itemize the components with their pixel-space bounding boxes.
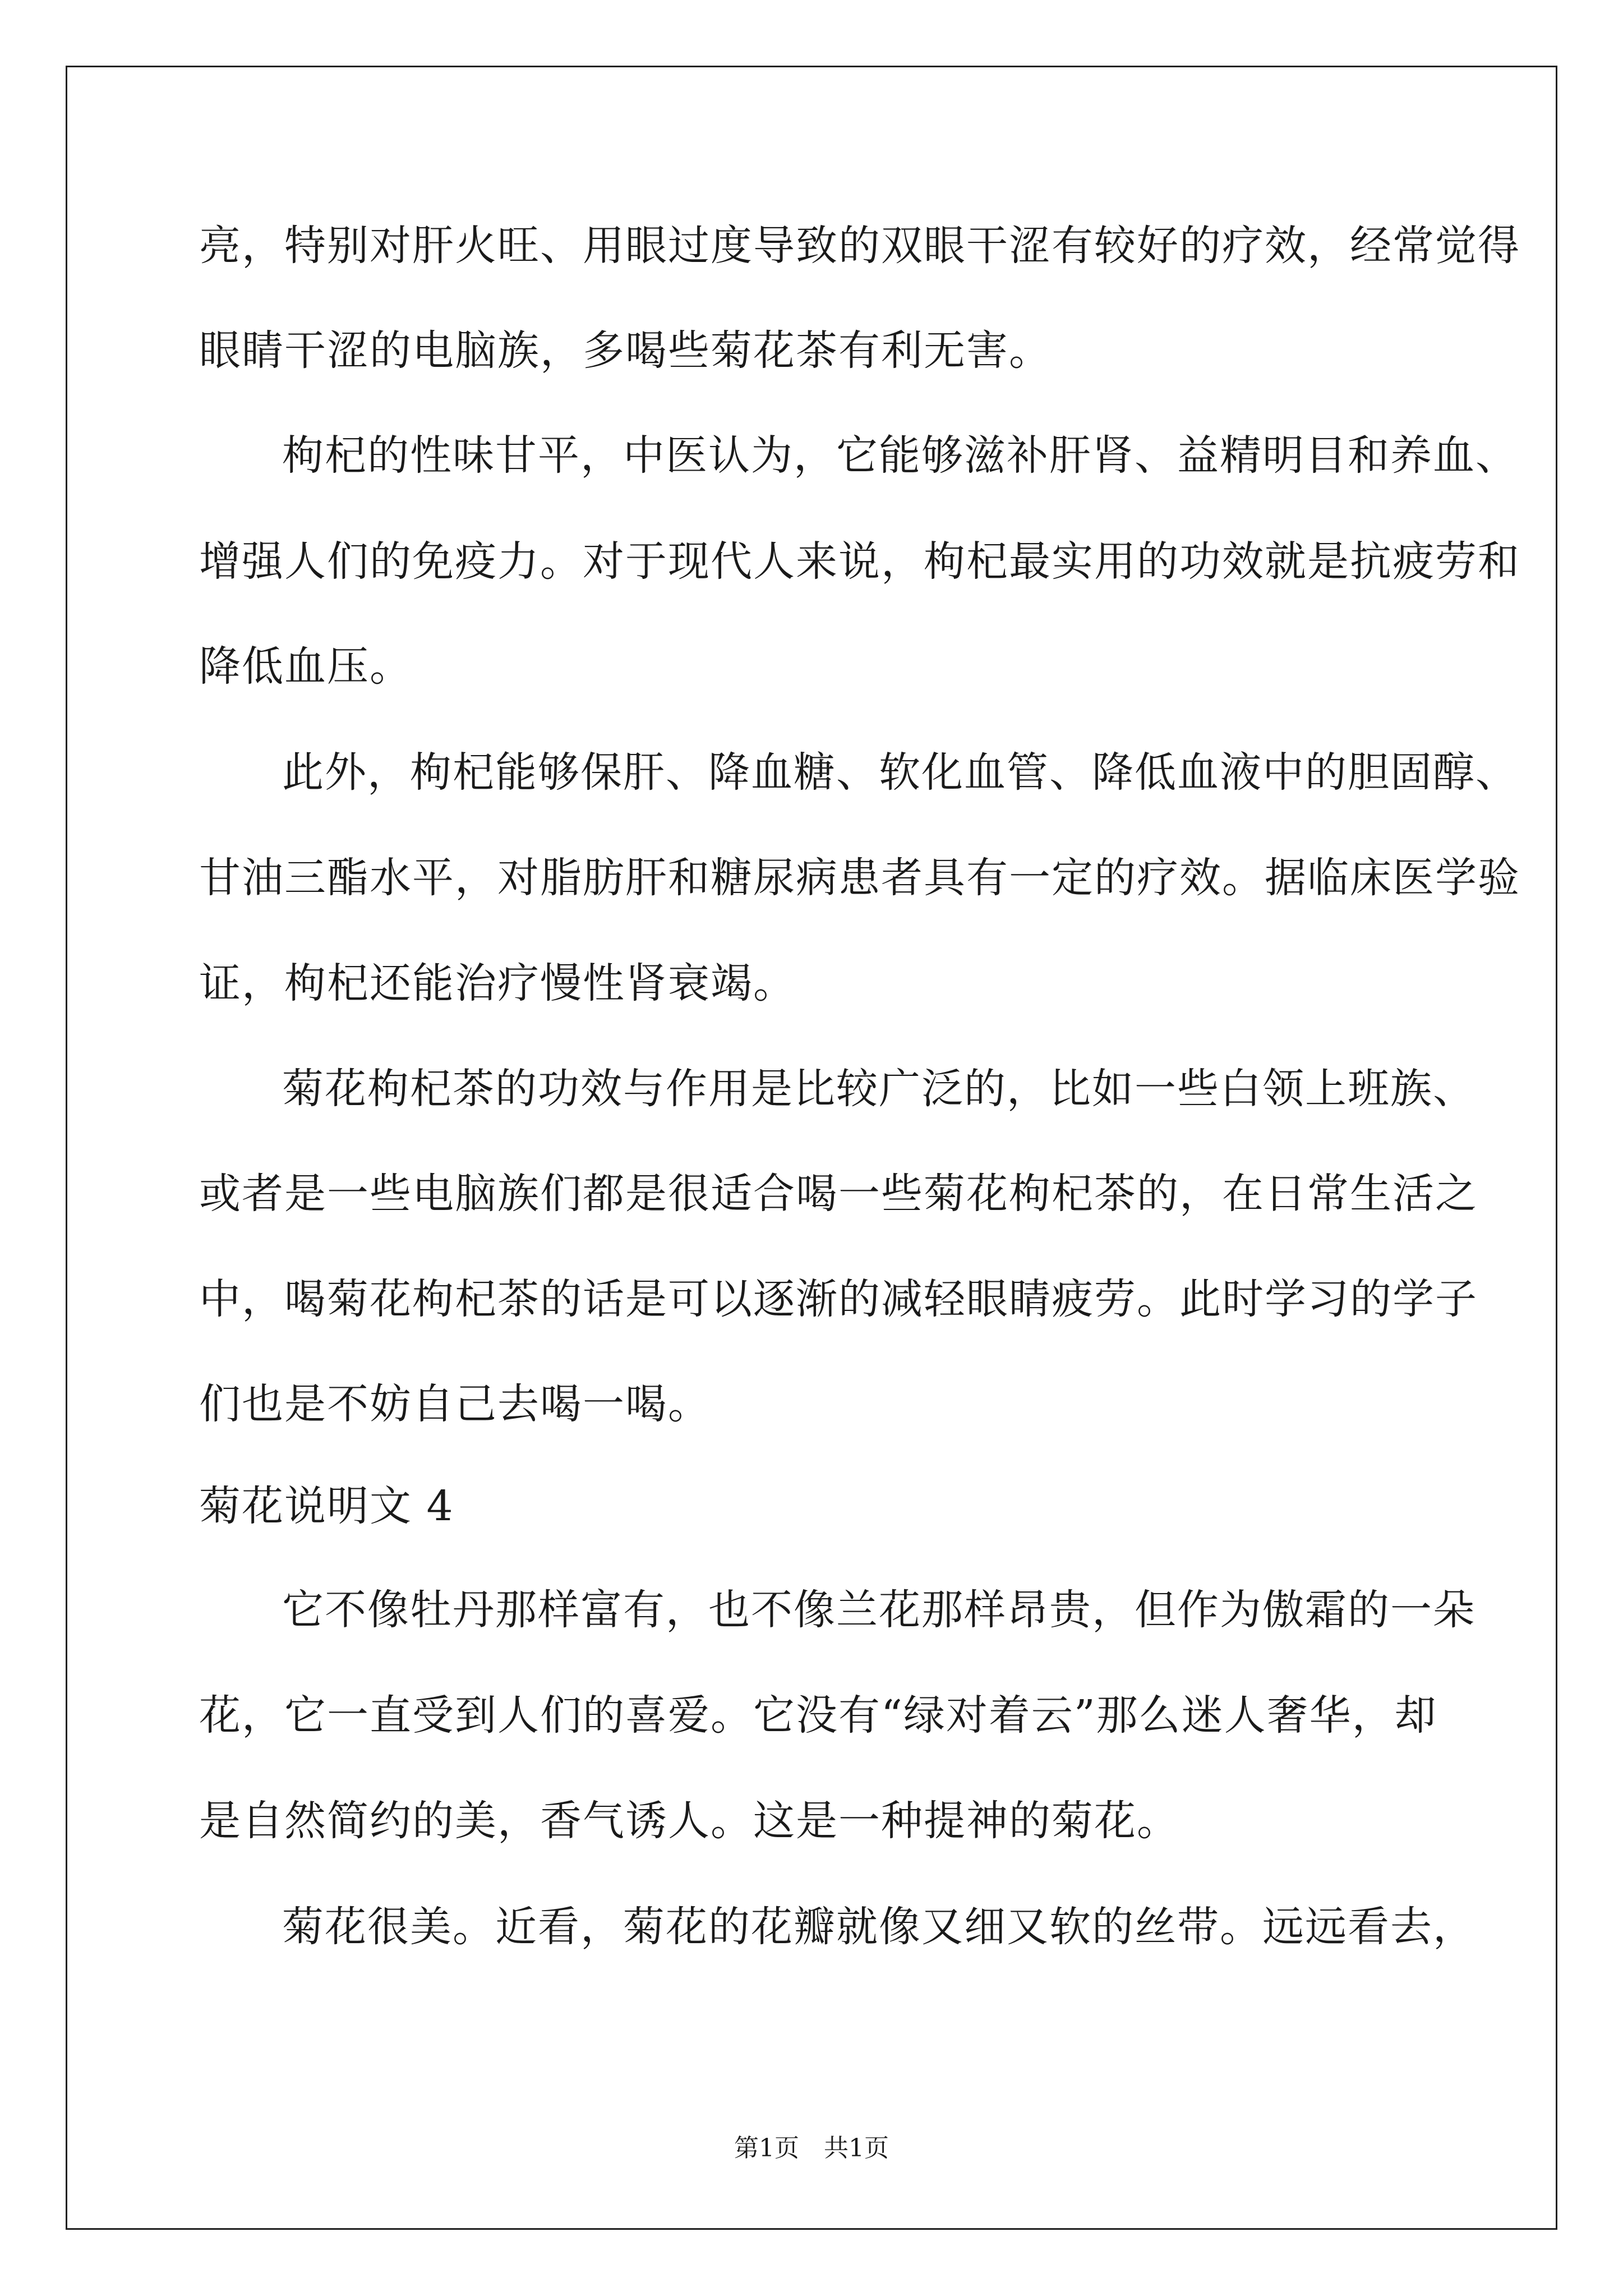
text-line: 增强人们的免疫力。对于现代人来说，枸杞最实用的功效就是抗疲劳和 (199, 537, 1520, 586)
paragraph-start-line: 菊花枸杞茶的功效与作用是比较广泛的，比如一些白领上班族、 (282, 1065, 1476, 1113)
text-line: 眼睛干涩的电脑族，多喝些菊花茶有利无害。 (199, 326, 1052, 375)
text-line: 中，喝菊花枸杞茶的话是可以逐渐的减轻眼睛疲劳。此时学习的学子 (199, 1275, 1478, 1323)
text-line: 们也是不妨自己去喝一喝。 (199, 1380, 711, 1428)
page-number-footer: 第1页 共1页 (734, 2134, 889, 2162)
paragraph-start-line: 菊花很美。近看，菊花的花瓣就像又细又软的丝带。远远看去， (282, 1903, 1476, 1951)
paragraph-start-line: 它不像牡丹那样富有，也不像兰花那样昂贵，但作为傲霜的一朵 (282, 1586, 1476, 1634)
text-line: 甘油三酯水平，对脂肪肝和糖尿病患者具有一定的疗效。据临床医学验 (199, 854, 1520, 902)
text-line: 证，枸杞还能治疗慢性肾衰竭。 (199, 959, 796, 1007)
text-line: 花，它一直受到人们的喜爱。它没有“绿对着云”那么迷人奢华，却 (199, 1691, 1437, 1740)
text-line: 是自然简约的美，香气诱人。这是一种提神的菊花。 (199, 1797, 1179, 1845)
text-line: 或者是一些电脑族们都是很适合喝一些菊花枸杞茶的，在日常生活之 (199, 1170, 1478, 1218)
text-line: 亮，特别对肝火旺、用眼过度导致的双眼干涩有较好的疗效，经常觉得 (199, 222, 1520, 270)
section-heading: 菊花说明文 4 (199, 1482, 454, 1530)
paragraph-start-line: 枸杞的性味甘平，中医认为，它能够滋补肝肾、益精明目和养血、 (282, 431, 1518, 480)
text-line: 降低血压。 (199, 642, 412, 691)
paragraph-start-line: 此外，枸杞能够保肝、降血糖、软化血管、降低血液中的胆固醇、 (282, 748, 1518, 797)
